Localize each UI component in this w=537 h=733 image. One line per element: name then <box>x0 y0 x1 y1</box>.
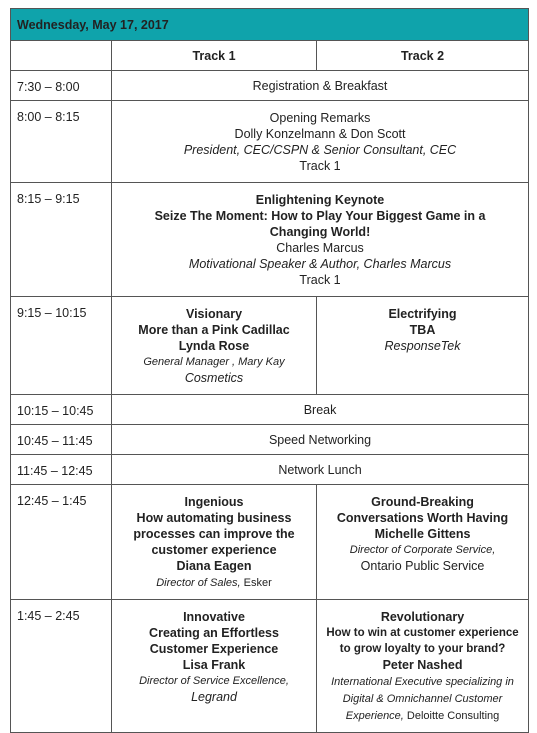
session-title: How automating business processes can improve the customer experience <box>133 511 295 557</box>
track-1-session <box>112 485 317 600</box>
session-label: Electrifying <box>388 307 457 321</box>
session-time: 10:15 – 10:45 <box>11 395 112 425</box>
session-time: 8:15 – 9:15 <box>11 183 112 297</box>
speaker-org: Deloitte Consulting <box>406 710 500 722</box>
session-title: Opening Remarks <box>269 111 371 125</box>
session-row-915 <box>11 297 529 395</box>
session-cell <box>112 101 529 183</box>
session-row-opening <box>11 101 529 183</box>
speaker-org: Legrand <box>191 690 237 704</box>
session-title: Speed Networking <box>112 425 529 455</box>
session-track: Track 1 <box>299 273 341 287</box>
speaker-role: Director of Corporate Service, <box>349 544 496 556</box>
session-row-keynote <box>11 183 529 297</box>
speaker-role: International Executive specializing in Digital & Omnichannel Customer Experience, <box>331 676 514 722</box>
speaker-org: ResponseTek <box>384 339 461 353</box>
session-label: Innovative <box>183 610 245 624</box>
session-time: 9:15 – 10:15 <box>11 297 112 395</box>
speaker-role: Motivational Speaker & Author, Charles Marcus <box>188 257 452 271</box>
date-header-row <box>11 9 529 41</box>
speaker-org: Ontario Public Service <box>360 559 485 573</box>
track-1-header: Track 1 <box>112 41 317 71</box>
speaker-affiliation <box>331 676 514 722</box>
session-title: Network Lunch <box>112 455 529 485</box>
session-label: Revolutionary <box>380 610 465 624</box>
session-row-registration <box>11 71 529 101</box>
session-time: 8:00 – 8:15 <box>11 101 112 183</box>
speaker-role: Director of Service Excellence, <box>139 675 289 687</box>
session-label: Visionary <box>185 307 243 321</box>
session-title: Break <box>112 395 529 425</box>
session-speaker: Lisa Frank <box>182 658 246 672</box>
session-title: How to win at customer experience to grow loyalty to your brand? <box>326 627 519 655</box>
track-2-header: Track 2 <box>317 41 529 71</box>
session-time: 12:45 – 1:45 <box>11 485 112 600</box>
track-1-session <box>112 297 317 395</box>
speaker-affiliation <box>156 577 272 589</box>
track-2-session <box>317 485 529 600</box>
speaker-role: General Manager , Mary Kay <box>143 356 285 368</box>
session-title: Creating an Effortless Customer Experience <box>149 626 279 656</box>
track-1-session <box>112 600 317 733</box>
session-time: 11:45 – 12:45 <box>11 455 112 485</box>
session-title: Conversations Worth Having <box>336 511 509 525</box>
speaker-role: President, CEC/CSPN & Senior Consultant, CEC <box>183 143 457 157</box>
speaker-org: Esker <box>243 577 272 589</box>
session-title: Seize The Moment: How to Play Your Biggest Game in a Changing World! <box>154 209 486 239</box>
session-speaker: Michelle Gittens <box>374 527 471 541</box>
session-speaker: Dolly Konzelmann & Don Scott <box>234 127 406 141</box>
session-row-1245 <box>11 485 529 600</box>
session-label: Enlightening Keynote <box>255 193 385 207</box>
session-label: Ground-Breaking <box>371 495 474 509</box>
session-time: 10:45 – 11:45 <box>11 425 112 455</box>
session-label: Ingenious <box>184 495 244 509</box>
date-header: Wednesday, May 17, 2017 <box>11 9 529 41</box>
track-2-session <box>317 600 529 733</box>
session-time: 7:30 – 8:00 <box>11 71 112 101</box>
speaker-role: Director of Sales, <box>156 577 241 589</box>
session-track: Track 1 <box>299 159 341 173</box>
session-row-speed-networking <box>11 425 529 455</box>
session-speaker: Charles Marcus <box>276 241 364 255</box>
track-2-session <box>317 297 529 395</box>
schedule-table <box>10 8 529 733</box>
session-row-lunch <box>11 455 529 485</box>
session-speaker: Peter Nashed <box>382 658 463 672</box>
speaker-org: Cosmetics <box>184 371 244 385</box>
session-title: TBA <box>409 323 436 337</box>
session-row-145 <box>11 600 529 733</box>
session-time: 1:45 – 2:45 <box>11 600 112 733</box>
session-cell <box>112 183 529 297</box>
session-row-break <box>11 395 529 425</box>
track-header-row <box>11 41 529 71</box>
session-speaker: Diana Eagen <box>176 559 252 573</box>
session-speaker: Lynda Rose <box>178 339 250 353</box>
empty-header-cell <box>11 41 112 71</box>
session-title: Registration & Breakfast <box>112 71 529 101</box>
session-title: More than a Pink Cadillac <box>138 323 290 337</box>
